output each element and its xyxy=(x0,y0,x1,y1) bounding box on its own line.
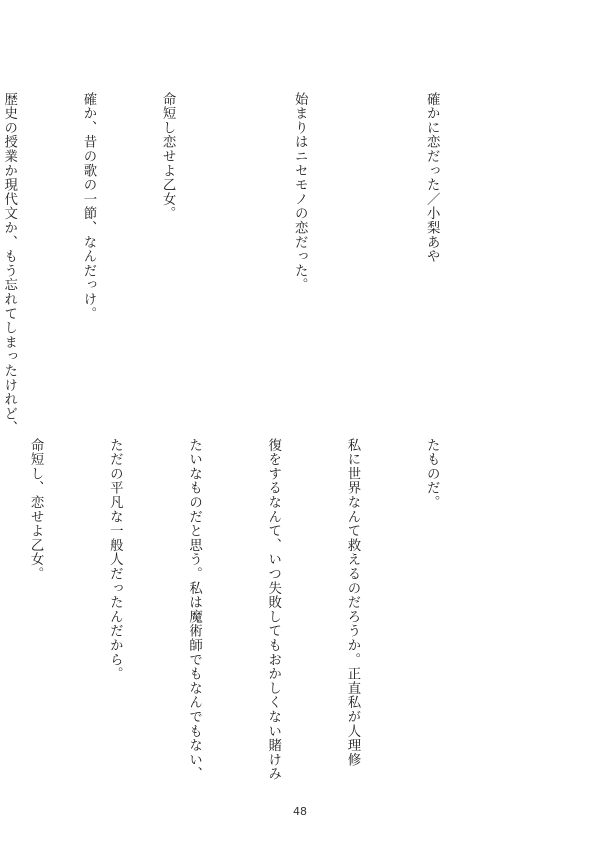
text-column: 始まりはニセモノの恋だった。 xyxy=(292,92,308,293)
text-column: たものだ。 xyxy=(424,438,440,510)
lower-text-block xyxy=(0,438,497,783)
text-column: 復をするなんて、いつ失敗してもおかしくない賭けみ xyxy=(265,438,281,782)
upper-text-block xyxy=(0,92,497,436)
story-title: 確かに恋だった／小梨あや xyxy=(424,92,440,264)
text-column: 私に世界なんて救えるのだろうか。正直私が人理修 xyxy=(344,438,360,767)
text-column: 歴史の授業か現代文か、もう忘れてしまったけれど、 xyxy=(1,92,17,436)
text-column: 命短し恋せよ乙女。 xyxy=(160,92,176,221)
page-number: 48 xyxy=(293,805,307,818)
text-column: ただの平凡な一般人だったんだから。 xyxy=(107,438,123,682)
text-column: 確か、昔の歌の一節、なんだっけ。 xyxy=(80,92,96,321)
text-column: 命短し、恋せよ乙女。 xyxy=(28,438,44,581)
text-column: たいなものだと思う。私は魔術師でもなんでもない、 xyxy=(186,438,202,782)
